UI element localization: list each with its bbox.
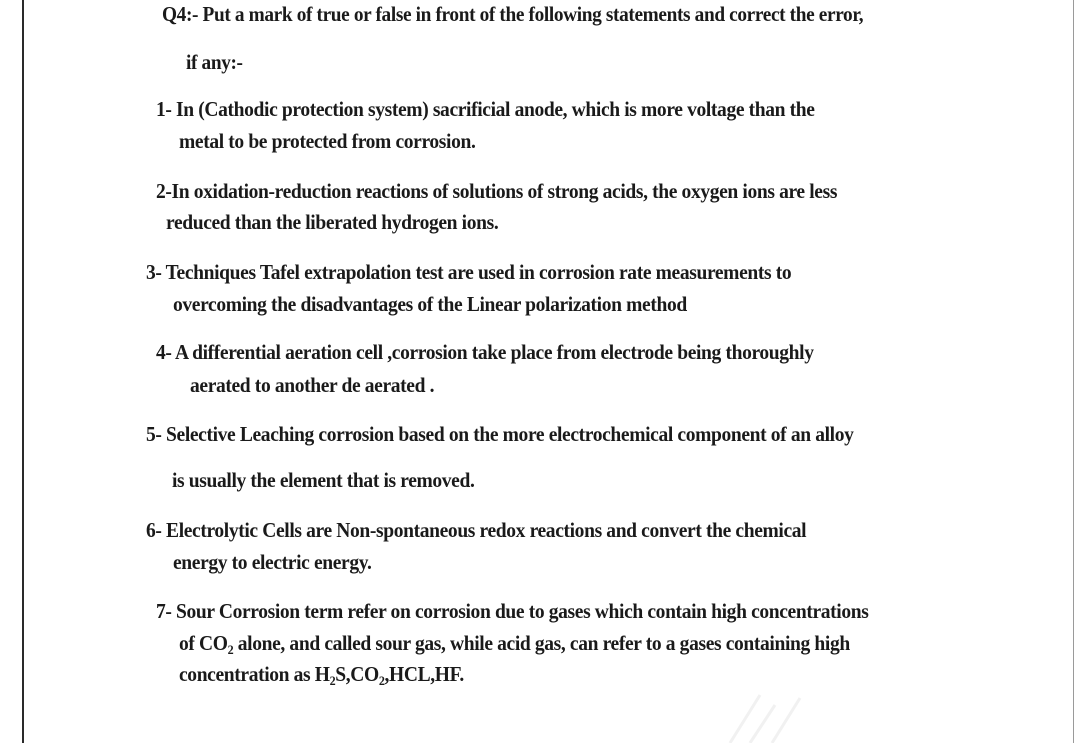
statement-2-line-2: reduced than the liberated hydrogen ions. [166,210,499,234]
left-border-line [22,0,24,743]
statement-7-line-1: 7- Sour Corrosion term refer on corrosion due to gases which contain high concentrations [156,599,869,623]
statement-7-line-2 [179,629,850,657]
statement-4-line-2: aerated to another de aerated . [190,373,435,397]
question-number: Q4 [162,2,186,26]
statement-7-subscript: 2 [227,642,234,657]
statement-7-subscript-co2: 2 [378,673,385,688]
statement-7-line-3-a: concentration as H [179,662,330,686]
statement-6-line-1: 6- Electrolytic Cells are Non-spontaneous redox reactions and convert the chemical [146,518,807,542]
statement-7-line-3-b: S,CO [335,662,379,686]
statement-3-line-1: 3- Techniques Tafel extrapolation test are used in corrosion rate measurements to [146,260,792,284]
statement-7-line-2-post: alone, and called sour gas, while acid gas, can refer to a gases containing high [233,631,850,655]
statement-5-line-1: 5- Selective Leaching corrosion based on the more electrochemical component of an alloy [146,422,854,446]
scan-artifact [720,690,810,743]
statement-1-line-1: 1- In (Cathodic protection system) sacrificial anode, which is more voltage than the [156,97,815,121]
question-instruction: :- Put a mark of true or false in front of the following statements and correct the error, [185,2,864,26]
question-instruction-continued: if any:- [186,50,243,74]
statement-1-line-2: metal to be protected from corrosion. [179,129,476,153]
statement-7-line-3 [179,660,464,688]
statement-7-subscript-h2: 2 [329,673,336,688]
statement-4-line-1: 4- A differential aeration cell ,corrosion take place from electrode being thoroughly [156,340,814,364]
statement-7-line-2-pre: of CO [179,631,228,655]
right-border-line [1073,0,1074,743]
statement-6-line-2: energy to electric energy. [173,550,372,574]
statement-3-line-2: overcoming the disadvantages of the Linear polarization method [173,292,687,316]
statement-2-line-1: 2-In oxidation-reduction reactions of solutions of strong acids, the oxygen ions are less [156,179,838,203]
question-heading [162,0,863,28]
statement-7-line-3-c: ,HCL,HF. [384,662,464,686]
statement-5-line-2: is usually the element that is removed. [172,468,475,492]
